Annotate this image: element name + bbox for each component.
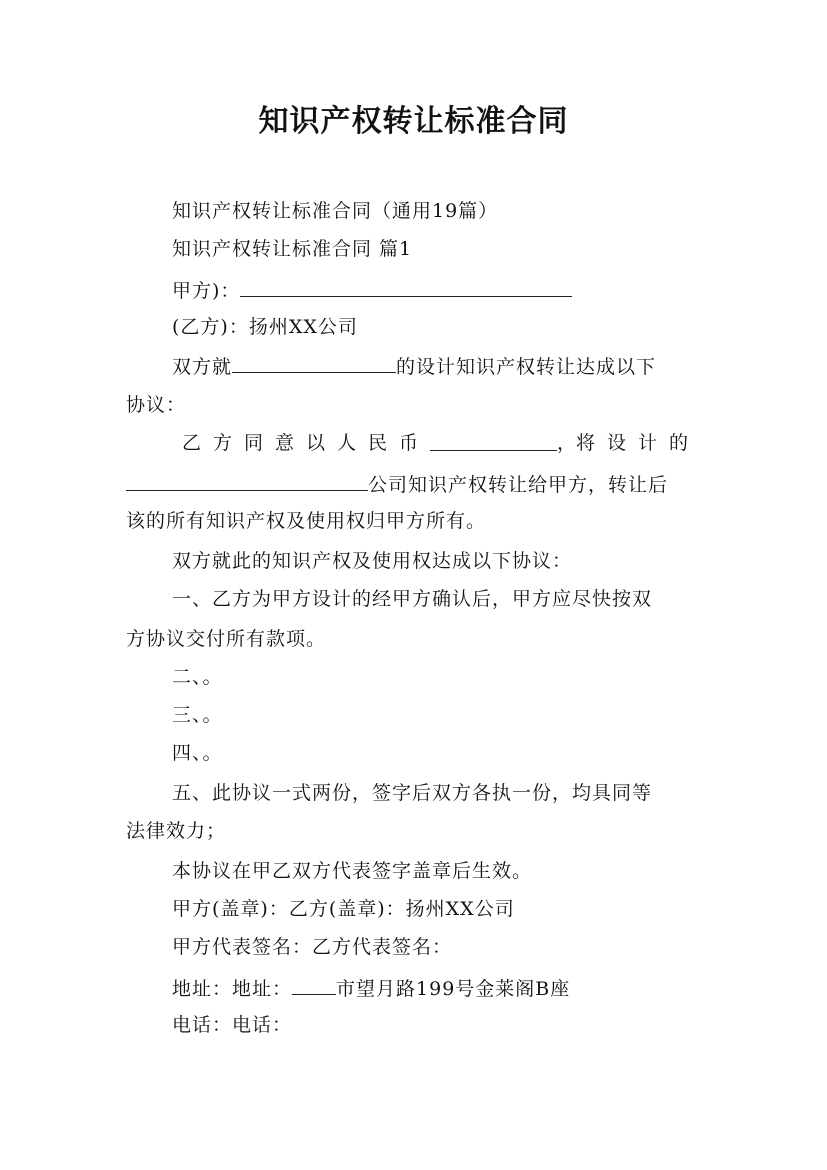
transfer-mid: 将设计的 (575, 432, 700, 454)
agree-continuation: 协议： (126, 394, 187, 416)
document-subtitle: 知识产权转让标准合同（通用19篇） (172, 200, 499, 222)
city-blank (292, 974, 336, 995)
design-blank (232, 352, 396, 373)
section-heading: 知识产权转让标准合同 篇1 (172, 238, 413, 260)
clauses-intro: 双方就此的知识产权及使用权达成以下协议： (172, 550, 573, 572)
document-title: 知识产权转让标准合同 (258, 104, 569, 139)
clause-4: 四、。 (172, 742, 223, 764)
address-suffix: 市望月路199号金莱阁B座 (336, 978, 571, 1000)
party-a-blank (240, 276, 572, 297)
seal-line: 甲方(盖章)：乙方(盖章)：扬州XX公司 (172, 898, 515, 920)
transfer-prefix: 乙方同意以人民币 (182, 432, 431, 454)
clause-3: 三、。 (172, 704, 223, 726)
agree-prefix: 双方就 (172, 356, 233, 378)
amount-blank (430, 430, 557, 451)
address-line (172, 974, 570, 1002)
phone-line: 电话：电话： (172, 1014, 293, 1036)
party-a-label: 甲方)： (172, 280, 241, 302)
transfer-line-2 (126, 470, 668, 498)
signature-line: 甲方代表签名：乙方代表签名： (172, 936, 453, 958)
agree-suffix: 的设计知识产权转让达成以下 (396, 356, 657, 378)
agree-line (172, 352, 656, 380)
transfer-continuation: 该的所有知识产权及使用权归甲方所有。 (126, 510, 487, 532)
clause-2: 二、。 (172, 666, 223, 688)
clause-5-continuation: 法律效力； (126, 820, 227, 842)
party-a-line (172, 276, 572, 304)
transfer-comma: ， (556, 432, 576, 454)
company-blank (126, 470, 368, 491)
party-b-line: (乙方)：扬州XX公司 (172, 316, 358, 338)
clause-5: 五、此协议一式两份，签字后双方各执一份，均具同等 (172, 782, 653, 804)
clause-1: 一、乙方为甲方设计的经甲方确认后，甲方应尽快按双 (172, 588, 653, 610)
transfer-line (126, 430, 700, 456)
effective-line: 本协议在甲乙双方代表签字盖章后生效。 (172, 860, 533, 882)
clause-1-continuation: 方协议交付所有款项。 (126, 628, 327, 650)
transfer-suffix: 公司知识产权转让给甲方，转让后 (368, 474, 669, 496)
address-prefix: 地址：地址： (172, 978, 293, 1000)
